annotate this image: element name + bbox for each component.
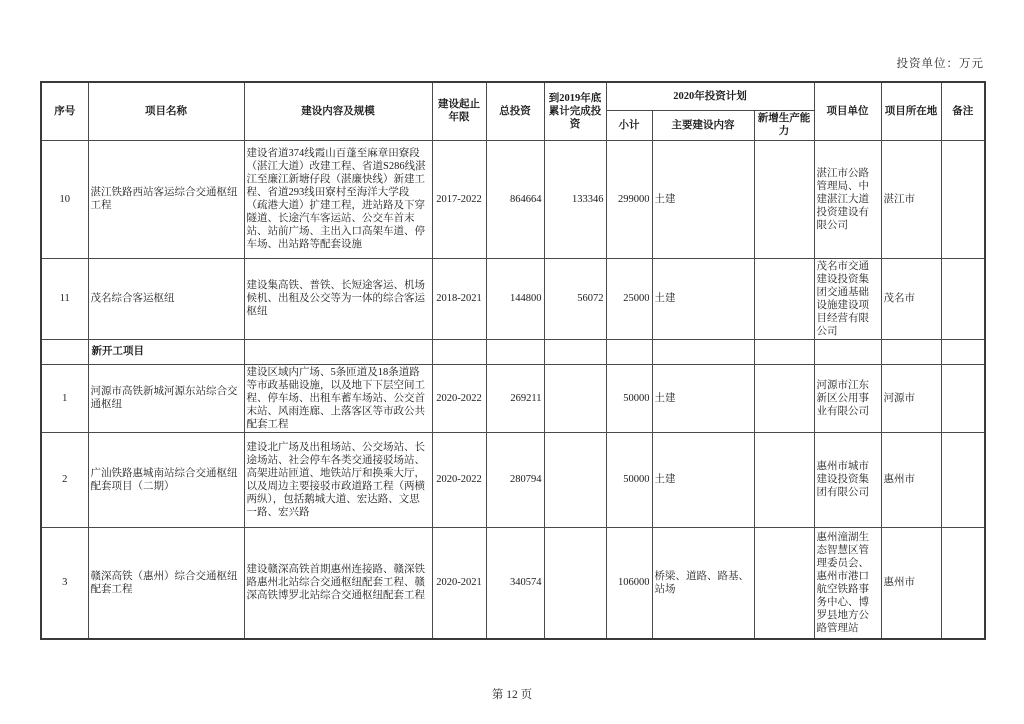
cell-main-content: 土建: [652, 258, 754, 339]
cell-new-capacity: [754, 339, 814, 364]
cell-cumulative: [544, 364, 606, 432]
cell-unit: 茂名市交通建设投资集团交通基础设施建设项目经营有限公司: [814, 258, 881, 339]
cell-location: 河源市: [881, 364, 941, 432]
cell-total: [486, 339, 544, 364]
cell-main-content: 土建: [652, 140, 754, 258]
cell-remark: [941, 140, 985, 258]
cell-unit: [814, 339, 881, 364]
cell-cumulative: [544, 339, 606, 364]
cell-content: 建设赣深高铁首期惠州连接路、赣深铁路惠州北站综合交通枢纽配套工程、赣深高铁博罗北站综合交通枢纽配套工程: [244, 527, 432, 639]
cell-subtotal: 50000: [606, 432, 652, 527]
cell-content: 建设北广场及出租场站、公交场站、长途场站、社会停车各类交通接驳场站、高架进站匝道、地铁站厅和换乘大厅，以及周边主要接驳市政道路工程（两横两纵），包括鹅城大道、宏达路、文思一路、宏兴路: [244, 432, 432, 527]
cell-total: 269211: [486, 364, 544, 432]
cell-project-name: 赣深高铁（惠州）综合交通枢纽配套工程: [88, 527, 244, 639]
cell-years: 2020-2021: [432, 527, 486, 639]
cell-remark: [941, 364, 985, 432]
table-row: [41, 364, 985, 432]
cell-new-capacity: [754, 364, 814, 432]
cell-main-content: [652, 339, 754, 364]
cell-content: 建设区域内广场、5条匝道及18条道路等市政基础设施，以及地下下层空间工程、停车场、出租车蓄车场站、公交首末站、风雨连廊、上落客区等市政公共配套工程: [244, 364, 432, 432]
cell-years: 2020-2022: [432, 432, 486, 527]
header-project-unit: 项目单位: [814, 82, 881, 140]
cell-content: 建设省道374线霞山百蓬至麻章田寮段（湛江大道）改建工程、省道S286线湛江至廉江新塘仔段（湛廉快线）新建工程、省道293线田寮村至海洋大学段（疏港大道）扩建工程，进站路及下穿隧道、长途汽车客运站、公交车首末站、站前广场、主出入口高架车道、停车场、出站路等配套设施: [244, 140, 432, 258]
table-row: [41, 258, 985, 339]
cell-location: 惠州市: [881, 527, 941, 639]
cell-project-name: 河源市高铁新城河源东站综合交通枢纽: [88, 364, 244, 432]
table-row: [41, 527, 985, 639]
cell-project-name: 湛江铁路西站客运综合交通枢纽工程: [88, 140, 244, 258]
table-row: [41, 140, 985, 258]
cell-new-capacity: [754, 140, 814, 258]
cell-subtotal: 299000: [606, 140, 652, 258]
cell-project-name: 广汕铁路惠城南站综合交通枢纽配套项目（二期）: [88, 432, 244, 527]
cell-remark: [941, 258, 985, 339]
cell-location: [881, 339, 941, 364]
cell-years: 2018-2021: [432, 258, 486, 339]
cell-unit: 河源市江东新区公用事业有限公司: [814, 364, 881, 432]
header-project-name: 项目名称: [88, 82, 244, 140]
cell-seq: 2: [41, 432, 88, 527]
cell-total: 280794: [486, 432, 544, 527]
cell-seq: 3: [41, 527, 88, 639]
header-seq: 序号: [41, 82, 88, 140]
cell-new-capacity: [754, 258, 814, 339]
header-total-investment: 总投资: [486, 82, 544, 140]
header-content: 建设内容及规模: [244, 82, 432, 140]
cell-subtotal: [606, 339, 652, 364]
investment-unit-note: 投资单位：万元: [896, 58, 984, 70]
cell-new-capacity: [754, 432, 814, 527]
header-subtotal: 小计: [606, 110, 652, 140]
cell-main-content: 桥梁、道路、路基、站场: [652, 527, 754, 639]
cell-unit: 惠州潼湖生态智慧区管理委员会、惠州市港口航空铁路事务中心、博罗县地方公路管理站: [814, 527, 881, 639]
cell-project-name: 茂名综合客运枢纽: [88, 258, 244, 339]
cell-seq: 11: [41, 258, 88, 339]
cell-total: 340574: [486, 527, 544, 639]
header-remark: 备注: [941, 82, 985, 140]
cell-subtotal: 106000: [606, 527, 652, 639]
cell-unit: 惠州市城市建设投资集团有限公司: [814, 432, 881, 527]
header-row-1: [41, 82, 985, 110]
cell-location: 茂名市: [881, 258, 941, 339]
cell-cumulative: [544, 527, 606, 639]
header-location: 项目所在地: [881, 82, 941, 140]
cell-remark: [941, 432, 985, 527]
cell-years: 2020-2022: [432, 364, 486, 432]
section-row-new-projects: [41, 339, 985, 364]
cell-content: [244, 339, 432, 364]
header-cumulative: 到2019年底累计完成投资: [544, 82, 606, 140]
header-years: 建设起止年限: [432, 82, 486, 140]
cell-main-content: 土建: [652, 364, 754, 432]
investment-plan-table: [40, 81, 986, 640]
cell-location: 惠州市: [881, 432, 941, 527]
cell-location: 湛江市: [881, 140, 941, 258]
cell-cumulative: [544, 432, 606, 527]
page-number: 第 12 页: [491, 689, 533, 701]
cell-seq: [41, 339, 88, 364]
header-new-capacity: 新增生产能力: [754, 110, 814, 140]
header-plan-2020: 2020年投资计划: [606, 82, 814, 110]
cell-subtotal: 25000: [606, 258, 652, 339]
cell-remark: [941, 339, 985, 364]
cell-cumulative: 133346: [544, 140, 606, 258]
cell-cumulative: 56072: [544, 258, 606, 339]
section-label: 新开工项目: [88, 339, 244, 364]
cell-remark: [941, 527, 985, 639]
header-main-content: 主要建设内容: [652, 110, 754, 140]
cell-years: [432, 339, 486, 364]
cell-seq: 1: [41, 364, 88, 432]
cell-content: 建设集高铁、普铁、长短途客运、机场候机、出租及公交等为一体的综合客运枢纽: [244, 258, 432, 339]
cell-years: 2017-2022: [432, 140, 486, 258]
cell-new-capacity: [754, 527, 814, 639]
table-row: [41, 432, 985, 527]
cell-subtotal: 50000: [606, 364, 652, 432]
cell-main-content: 土建: [652, 432, 754, 527]
cell-unit: 湛江市公路管理局、中建湛江大道投资建设有限公司: [814, 140, 881, 258]
cell-total: 144800: [486, 258, 544, 339]
cell-seq: 10: [41, 140, 88, 258]
cell-total: 864664: [486, 140, 544, 258]
